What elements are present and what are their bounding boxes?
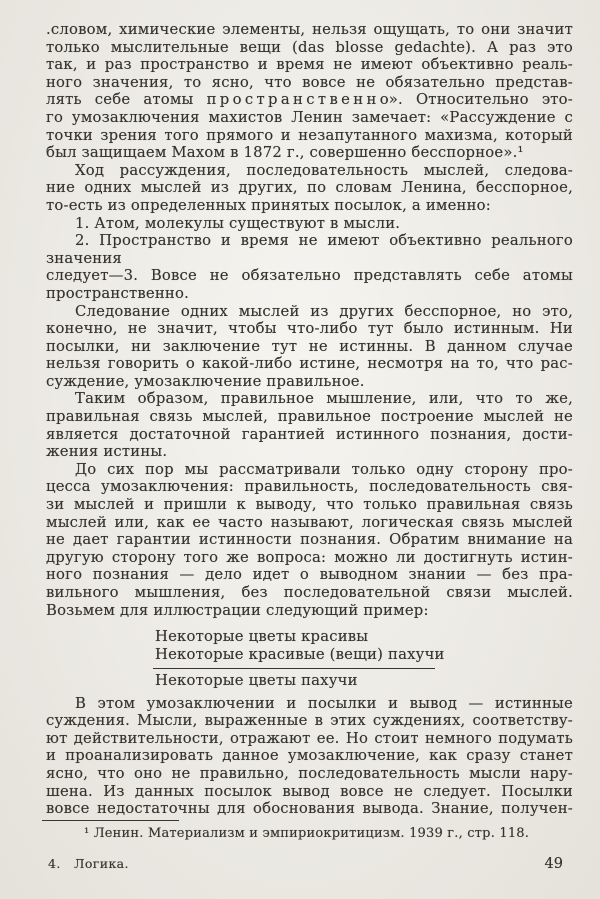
text-line: ного познания — дело идет о выводном знании — без пра-	[46, 566, 573, 584]
text-line: является достаточной гарантией истинного познания, дости-	[46, 425, 573, 443]
page-footer	[46, 856, 573, 872]
text-line: ного значения, то ясно, что вовсе не обязательно представ-	[46, 73, 573, 91]
footnote-text: ¹ Ленин. Материализм и эмпириокритицизм. 1939 г., стр. 118.	[84, 825, 530, 841]
text-line: значения	[46, 249, 122, 267]
text-line: ют действительности, отражают ее. Но стоит немного подумать	[46, 729, 573, 747]
text-line: и проанализировать данное умозаключение, как сразу станет	[46, 747, 573, 765]
text-line: только мыслительные вещи (das blosse gedachte). А раз это	[46, 38, 573, 56]
text-line: 1. Атом, молекулы существуют в мысли.	[75, 214, 401, 232]
text-line: Таким образом, правильное мышление, или, что то же,	[75, 390, 573, 408]
text-line: другую сторону того же вопроса: можно ли достигнуть истин-	[46, 548, 573, 566]
text-line: точки зрения того прямого и незапутанного махизма, который	[46, 126, 573, 144]
text-line: шена. Из данных посылок вывод вовсе не следует. Посылки	[46, 782, 573, 800]
syllogism-conclusion: Некоторые цветы пахучи	[155, 671, 358, 689]
footnote-separator-rule	[42, 820, 179, 821]
footnote-area	[46, 820, 573, 842]
text-line: го умозаключения махистов Ленин замечает: «Рассуждение с	[46, 108, 573, 126]
text-line: цесса умозаключения: правильность, последовательность свя-	[46, 478, 573, 496]
text-line: Следование одних мыслей из других бесспорное, но это,	[75, 302, 573, 320]
paragraph	[46, 461, 573, 619]
paragraph	[46, 232, 573, 267]
syllogism-premise: Некоторые красивые (вещи) пахучи	[155, 645, 445, 663]
text-line: следует—3. Вовсе не обязательно представлять себе атомы	[46, 267, 573, 285]
text-line: суждения. Мысли, выраженные в этих суждениях, соответству-	[46, 712, 573, 730]
text-line: не дает гарантии истинности познания. Обратим внимание на	[46, 531, 573, 549]
syllogism-example	[155, 628, 573, 689]
text-line: посылки, ни заключение тут не истинны. В данном случае	[46, 337, 573, 355]
paragraph	[46, 390, 573, 460]
text-line: так, и раз пространство и время не имеют объективно реаль-	[46, 56, 573, 74]
text-line: был защищаем Махом в 1872 г., совершенно бесспорное».¹	[46, 144, 524, 162]
paragraph	[46, 695, 573, 818]
text-line: конечно, не значит, чтобы что-либо тут было истинным. Ни	[46, 320, 573, 338]
text-line: пространственно.	[46, 284, 189, 302]
text-line: 2. Пространство и время не имеют объективно реального	[75, 232, 573, 250]
text-line: ясно, что оно не правильно, последовательность мысли нару-	[46, 764, 573, 782]
text-line: жения истины.	[46, 443, 168, 461]
text-line: правильная связь мыслей, правильное построение мыслей не	[46, 408, 573, 426]
text-line: мыслей или, как ее часто называют, логическая связь мыслей	[46, 513, 573, 531]
syllogism-premise: Некоторые цветы красивы	[155, 628, 369, 646]
paragraph	[46, 162, 573, 215]
text-line: Возьмем для иллюстрации следующий пример:	[46, 601, 429, 619]
paragraph	[46, 303, 573, 391]
text-line: Ход рассуждения, последовательность мыслей, следова-	[75, 161, 573, 179]
printers-signature: 4. Логика.	[48, 855, 129, 871]
syllogism-inference-rule-line	[153, 668, 435, 669]
text-line: До сих пор мы рассматривали только одну сторону про-	[75, 460, 573, 478]
text-line: ние одних мыслей из других, по словам Ленина, бесспорное,	[46, 179, 573, 197]
paragraph	[46, 267, 573, 302]
paragraph	[46, 215, 573, 233]
paragraph	[46, 21, 573, 162]
text-line: суждение, умозаключение правильное.	[46, 372, 365, 390]
text-line: вильного мышления, без последовательной связи мыслей.	[46, 584, 573, 601]
text-line: зи мыслей и пришли к выводу, что только правильная связь	[46, 496, 573, 514]
text-line: нельзя говорить о какой-либо истине, несмотря на то, что рас-	[46, 355, 573, 373]
text-line: лять себе атомы п р о с т р а н с т в е н н о». Относительно это-	[46, 91, 573, 109]
page-body-text	[46, 21, 573, 818]
text-line: .словом, химические элементы, нельзя ощущать, то они значит	[46, 21, 573, 38]
text-line: вовсе недостаточны для обоснования вывода. Знание, получен-	[46, 800, 573, 818]
page-number: 49	[544, 855, 563, 872]
text-line: то-есть из определенных принятых посылок, а именно:	[46, 196, 491, 214]
text-line: В этом умозаключении и посылки и вывод — истинные	[75, 694, 573, 712]
